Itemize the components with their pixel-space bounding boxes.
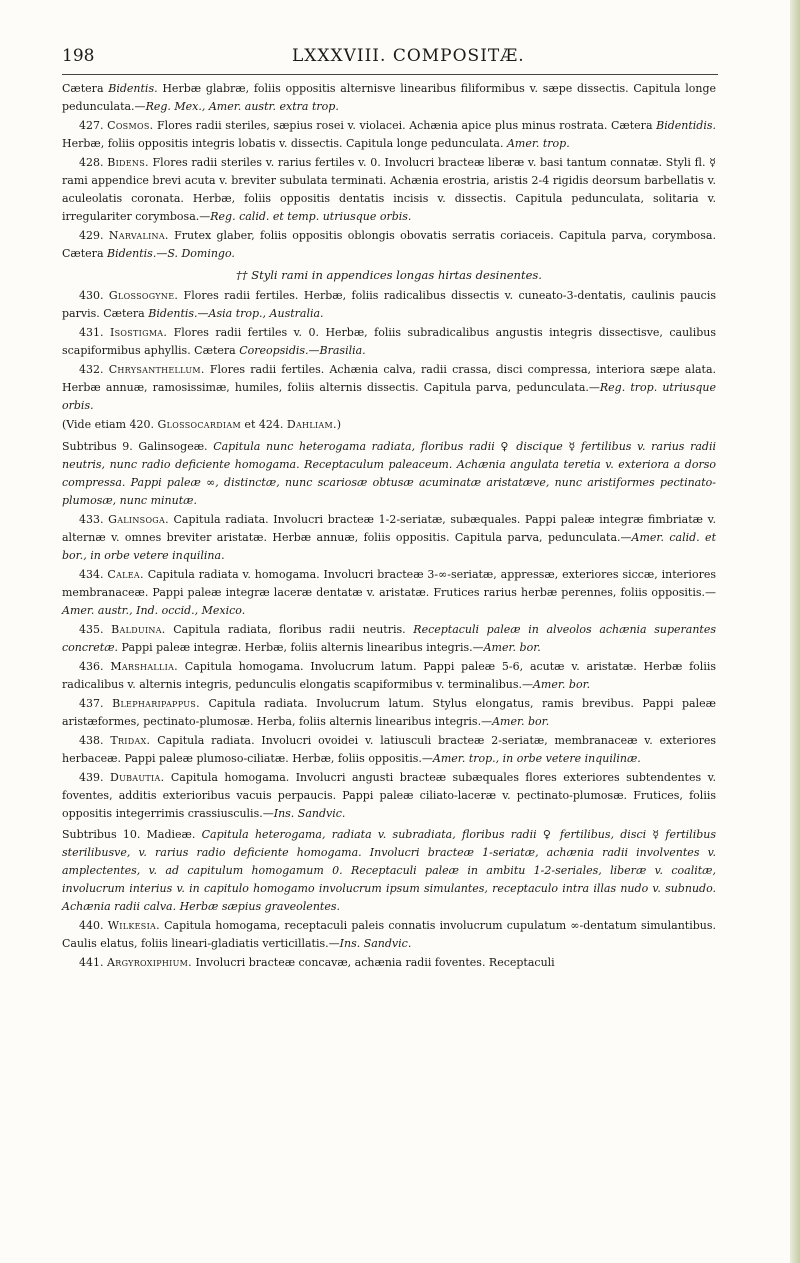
text-run: 427. bbox=[79, 119, 108, 132]
italic-run: Coreopsidis.—Brasilia. bbox=[239, 344, 366, 357]
italic-run: Bidentis.—Asia trop., Australia. bbox=[148, 307, 324, 320]
header-rule bbox=[62, 74, 718, 75]
italic-run: Capitula heterogama, radiata v. subradiata, floribus radii ♀ fertilibus, disci ☿ fertilibus sterilibusve, v. rarius radio deficiente homogama. Involucri bracteæ 1-seriatæ, achænia radii involventes v. amplectentes, v. ad capitulum homogamum 0. Receptaculi paleæ in ambitu 1-2-seriales, liberæ v. coalitæ, involucrum interius v. in capitulo homogamo involucrum ipsum simulantes, receptaculo intra illas nudo v. subnudo. Achænia radii calva. Herbæ sæpius graveolentes. bbox=[62, 828, 716, 913]
text-run: Flores radii fertiles. Achænia calva, radii crassa, disci compressa, interiora sæpe alata. Herbæ annuæ, ramosissimæ, humiles, foliis alternis dissectis. Capitula parva, pedunculata.— bbox=[62, 363, 716, 394]
genus-name: Tridax. bbox=[110, 734, 151, 747]
italic-run: Reg. Mex., Amer. austr. extra trop. bbox=[145, 100, 339, 113]
text-run: Capitula radiata, floribus radii neutris. bbox=[165, 623, 414, 636]
entry-narvalina bbox=[62, 227, 716, 263]
text-run: 434. bbox=[79, 568, 108, 581]
text-run: Capitula homogama. Involucrum latum. Pappi paleæ 5-6, acutæ v. aristatæ. Herbæ foliis radicalibus v. alternis integris, pedunculis elongatis scapiformibus v. terminalibus.— bbox=[62, 660, 716, 691]
italic-run: Amer. trop. bbox=[506, 137, 570, 150]
entry-chrysanthellum bbox=[62, 361, 716, 415]
genus-name: Isostigma. bbox=[109, 326, 168, 339]
italic-run: Bidentidis. bbox=[656, 119, 716, 132]
entry-argyroxiphium bbox=[62, 954, 716, 972]
italic-run: Amer. austr., Ind. occid., Mexico. bbox=[62, 604, 246, 617]
entry-cosmos bbox=[62, 117, 716, 153]
page-header bbox=[0, 40, 800, 70]
text-run: Subtribus 10. Madieæ. bbox=[62, 828, 202, 841]
entry-blepharipappus bbox=[62, 695, 716, 731]
text-run: Flores radii fertiles v. 0. Herbæ, foliis subradicalibus angustis integris dissectisve, caulibus scapiformibus aphyllis. Cætera bbox=[62, 326, 716, 357]
genus-name: Chrysanthellum. bbox=[108, 363, 205, 376]
entry-wilkesia bbox=[62, 917, 716, 953]
genus-name: Dahliam. bbox=[286, 418, 337, 431]
text-run: Capitula radiata. Involucrum latum. Stylus elongatus, ramis brevibus. Pappi paleæ aristæformes, pectinato-plumosæ. Herba, foliis alternis linearibus integris.— bbox=[62, 697, 716, 728]
entry-dubautia bbox=[62, 769, 716, 823]
text-run: Subtribus 9. Galinsogeæ. bbox=[62, 440, 214, 453]
genus-name: Argyroxiphium. bbox=[107, 956, 192, 969]
entry-balduina bbox=[62, 621, 716, 657]
text-run: 439. bbox=[79, 771, 110, 784]
text-run: 440. bbox=[79, 919, 108, 932]
text-run: Herbæ glabræ, foliis oppositis alternisve linearibus filiformibus v. sæpe dissectis. Capitula longe pedunculata.— bbox=[62, 82, 717, 113]
genus-name: Cosmos. bbox=[107, 119, 154, 132]
genus-name: Balduina. bbox=[111, 623, 166, 636]
entry-galinsoga bbox=[62, 511, 716, 565]
genus-name: Glossogyne. bbox=[108, 289, 179, 302]
entry-marshallia bbox=[62, 658, 716, 694]
page-number: 198 bbox=[62, 46, 95, 66]
entry-glossogyne bbox=[62, 287, 716, 323]
text-run: Pappi paleæ integræ. Herbæ, foliis alternis linearibus integris.— bbox=[118, 641, 484, 654]
genus-name: Narvalina. bbox=[108, 229, 169, 242]
text-run: et 424. bbox=[240, 418, 287, 431]
italic-run: Amer. calid. et bor., in orbe vetere inquilina. bbox=[62, 531, 716, 562]
text-run: 438. bbox=[79, 734, 111, 747]
text-run: 435. bbox=[79, 623, 112, 636]
text-run: Capitula radiata. Involucri bracteæ 1-2-seriatæ, subæquales. Pappi paleæ integræ fimbriatæ v. alternæ v. omnes breviter aristatæ. Herbæ annuæ, foliis oppositis. Capitula parva, pedunculata.— bbox=[62, 513, 716, 544]
italic-run: Reg. calid. et temp. utriusque orbis. bbox=[210, 210, 412, 223]
text-run: Involucri bracteæ concavæ, achænia radii foventes. Receptaculi bbox=[191, 956, 555, 969]
entry-tridax bbox=[62, 732, 716, 768]
text-run: 433. bbox=[79, 513, 109, 526]
genus-name: Bidens. bbox=[107, 156, 149, 169]
italic-run: Amer. trop., in orbe vetere inquilinæ. bbox=[432, 752, 641, 765]
text-run: Cætera bbox=[62, 82, 109, 95]
italic-run: Bidentis. bbox=[108, 82, 158, 95]
entry-bidens bbox=[62, 154, 716, 226]
italic-run: Amer. bor. bbox=[492, 715, 550, 728]
text-run: 437. bbox=[79, 697, 113, 710]
italic-run: Amer. bor. bbox=[483, 641, 541, 654]
genus-name: Calea. bbox=[107, 568, 144, 581]
entry-calea bbox=[62, 566, 716, 620]
text-run: 431. bbox=[79, 326, 110, 339]
text-run: Capitula homogama. Involucri angusti bracteæ subæquales flores exteriores subtendentes v. foventes, additis exterioribus vacuis perpaucis. Pappi paleæ ciliato-laceræ v. pectinato-plumosæ. Frutices, foliis oppositis integerrimis crassiusculis.— bbox=[62, 771, 716, 820]
italic-run: Amer. bor. bbox=[532, 678, 591, 691]
text-run: Flores radii steriles v. rarius fertiles v. 0. Involucri bracteæ liberæ v. basi tantum connatæ. Styli fl. ☿ rami appendice brevi acuta v. breviter subulata terminati. Achænia erostria, aristis 2-4 rigidis deorsum barbellatis v. aculeolatis coronata. Herbæ, foliis oppositis dentatis incisis v. dissectis. Capitula pedunculata, solitaria v. irregulariter corymbosa.— bbox=[62, 156, 716, 223]
text-run: 432. bbox=[79, 363, 109, 376]
text-run: Capitula radiata. Involucri ovoidei v. latiusculi bracteæ 2-seriatæ, membranaceæ v. exteriores herbaceæ. Pappi paleæ plumoso-ciliatæ. Herbæ, foliis oppositis.— bbox=[62, 734, 716, 765]
section-title: LXXXVIII. COMPOSITÆ. bbox=[292, 46, 525, 66]
genus-name: Glossocardiam bbox=[157, 418, 241, 431]
italic-run: Bidentis.—S. Domingo. bbox=[107, 247, 235, 260]
genus-name: Dubautia. bbox=[109, 771, 165, 784]
italic-run: Receptaculi paleæ in alveolos achænia superantes concretæ. bbox=[62, 623, 716, 654]
italic-run: Ins. Sandvic. bbox=[339, 937, 412, 950]
text-run: 428. bbox=[79, 156, 108, 169]
entry-isostigma bbox=[62, 324, 716, 360]
italic-run: Ins. Sandvic. bbox=[273, 807, 346, 820]
page-body bbox=[62, 80, 716, 973]
text-run: Capitula radiata v. homogama. Involucri bracteæ 3-∞-seriatæ, appressæ, exteriores siccæ, interiores membranaceæ. Pappi paleæ integræ laceræ dentatæ v. aristatæ. Frutices rarius herbæ perennes, foliis oppositis.— bbox=[62, 568, 716, 599]
text-run: Herbæ, foliis oppositis integris lobatis v. dissectis. Capitula longe pedunculata. bbox=[62, 137, 507, 150]
page-edge bbox=[790, 0, 800, 1263]
italic-run: Reg. trop. utriusque orbis. bbox=[62, 381, 716, 412]
genus-name: Blepharipappus. bbox=[112, 697, 200, 710]
genus-name: Marshallia. bbox=[110, 660, 178, 673]
text-run: 429. bbox=[79, 229, 109, 242]
text-run: 436. bbox=[79, 660, 111, 673]
text-run: Capitula homogama, receptaculi paleis connatis involucrum cupulatum ∞-dentatum simulantibus. Caulis elatus, foliis lineari-gladiatis verticillatis.— bbox=[62, 919, 716, 950]
text-run: Flores radii steriles, sæpius rosei v. violacei. Achænia apice plus minus rostrata. Cætera bbox=[153, 119, 657, 132]
group-heading bbox=[62, 266, 716, 284]
italic-run: Styli rami in appendices longas hirtas desinentes. bbox=[251, 268, 542, 282]
italic-run: Capitula nunc heterogama radiata, floribus radii ♀ discique ☿ fertilibus v. rarius radii neutris, nunc radio deficiente homogama. Receptaculum paleaceum. Achænia angulata teretia v. exteriora a dorso compressa. Pappi paleæ ∞, distinctæ, nunc scariosæ obtusæ acuminatæ aristatæve, nunc aristiformes pectinato-plumosæ, nunc minutæ. bbox=[62, 440, 716, 507]
paragraph-bidentis-continuation bbox=[62, 80, 716, 116]
subtribe-galinsogeae bbox=[62, 438, 716, 510]
text-run: Flores radii fertiles. Herbæ, foliis radicalibus dissectis v. cuneato-3-dentatis, caulinis paucis parvis. Cætera bbox=[62, 289, 716, 320]
text-run: †† bbox=[236, 268, 252, 282]
genus-name: Wilkesia. bbox=[107, 919, 160, 932]
text-run: ) bbox=[336, 418, 342, 431]
cross-reference-note bbox=[62, 416, 716, 434]
genus-name: Galinsoga. bbox=[108, 513, 169, 526]
text-run: 430. bbox=[79, 289, 109, 302]
text-run: 441. bbox=[79, 956, 107, 969]
text-run: Frutex glaber, foliis oppositis oblongis obovatis serratis coriaceis. Capitula parva, corymbosa. Cætera bbox=[62, 229, 716, 260]
text-run: (Vide etiam 420. bbox=[62, 418, 158, 431]
subtribe-madieae bbox=[62, 826, 716, 916]
